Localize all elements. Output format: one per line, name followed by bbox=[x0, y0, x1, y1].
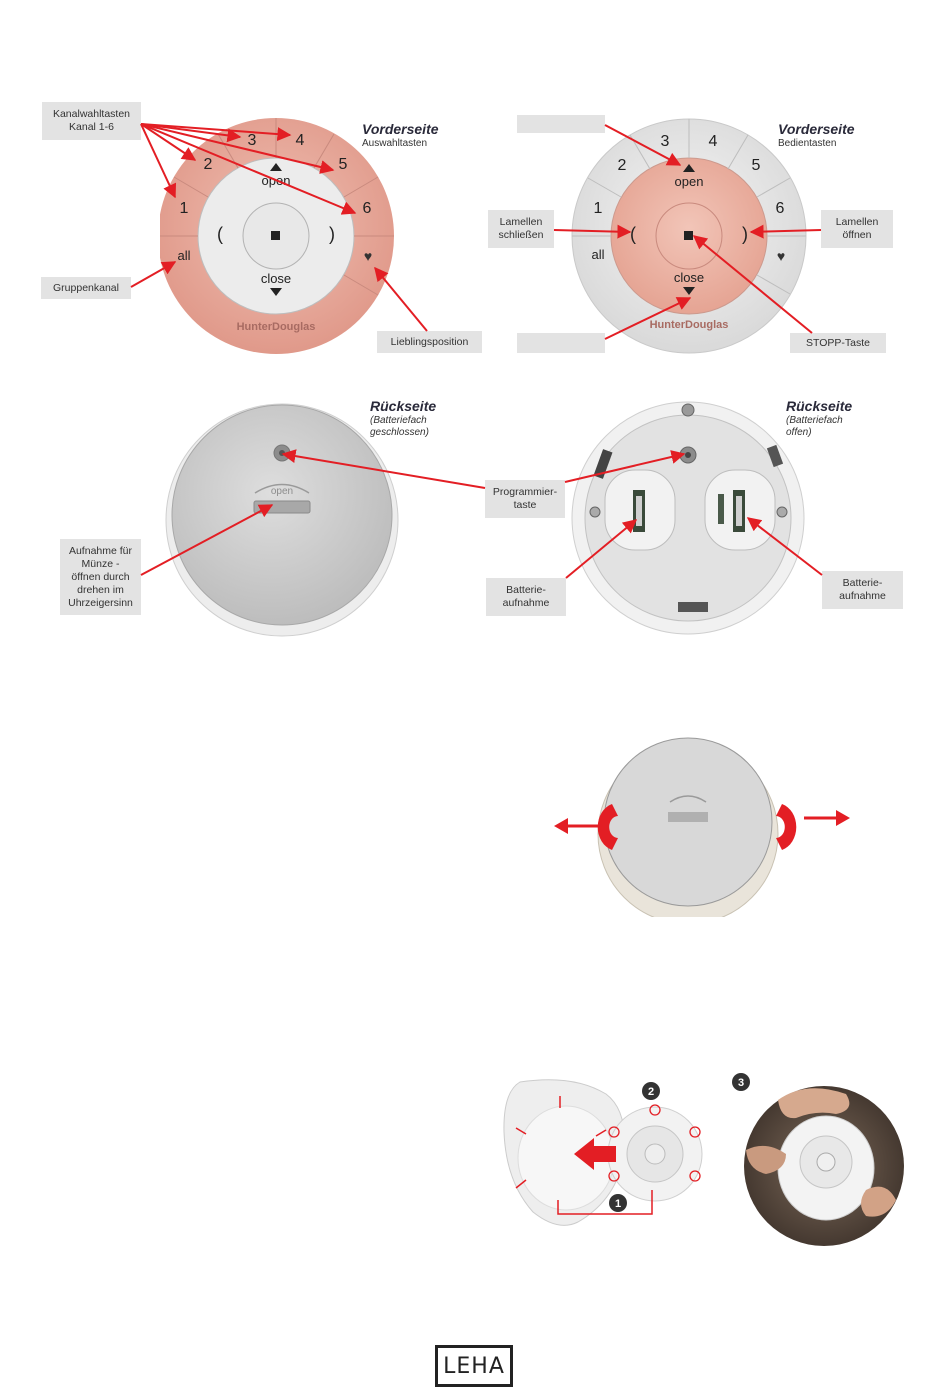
logo-text: LEHA bbox=[443, 1353, 505, 1379]
favorite-position-label: Lieblingsposition bbox=[377, 331, 482, 353]
channel-3-label: 3 bbox=[660, 133, 670, 150]
open-mark-label: open bbox=[270, 486, 294, 497]
front-control-title: Vorderseite bbox=[778, 121, 855, 137]
close-slats-label: Lamellen schließen bbox=[488, 210, 554, 248]
coin-slot-label: Aufnahme für Münze - öffnen durch drehen im Uhrzeigersinn bbox=[60, 539, 141, 615]
channel-6-label: 6 bbox=[775, 200, 785, 217]
channel-2-label: 2 bbox=[617, 157, 627, 174]
open-slats-label: Lamellen öffnen bbox=[821, 210, 893, 248]
step-3-photo bbox=[726, 1070, 906, 1250]
step-1-number: 1 bbox=[614, 1198, 622, 1210]
back-closed-title: Rückseite bbox=[370, 398, 437, 414]
channel-6-label: 6 bbox=[362, 200, 372, 217]
close-label: close bbox=[260, 271, 292, 286]
wall-holder-illustration bbox=[498, 1072, 710, 1252]
channel-1-label: 1 bbox=[593, 200, 603, 217]
front-selector-subtitle: Auswahltasten bbox=[362, 138, 428, 149]
group-channel-label: Gruppenkanal bbox=[41, 277, 131, 299]
tilt-open-icon: ) bbox=[742, 224, 748, 244]
program-button-label: Programmier- taste bbox=[485, 480, 565, 518]
arrow-left-icon bbox=[554, 818, 568, 834]
back-open-title: Rückseite bbox=[786, 398, 853, 414]
close-label: close bbox=[673, 270, 705, 285]
channel-5-label: 5 bbox=[338, 156, 348, 173]
all-label: all bbox=[591, 247, 605, 262]
leha-logo bbox=[435, 1345, 513, 1387]
tilt-open-icon: ) bbox=[329, 224, 335, 244]
annotation-arrows bbox=[0, 0, 950, 660]
heart-icon: ♥ bbox=[776, 248, 786, 264]
brand-label: HunterDouglas bbox=[236, 321, 316, 333]
battery-right-label: Batterie- aufnahme bbox=[822, 571, 903, 609]
battery-left-label: Batterie- aufnahme bbox=[486, 578, 566, 616]
open-label: open bbox=[261, 173, 291, 188]
tilt-close-icon: ( bbox=[217, 224, 223, 244]
channel-4-label: 4 bbox=[295, 132, 305, 149]
open-label: open bbox=[674, 174, 704, 189]
brand-label: HunterDouglas bbox=[649, 319, 729, 331]
back-open-subtitle: (Batteriefach offen) bbox=[786, 415, 843, 438]
step-3-number: 3 bbox=[737, 1077, 745, 1089]
arrow-right-icon bbox=[836, 810, 850, 826]
back-closed-subtitle: (Batteriefach geschlossen) bbox=[370, 415, 429, 438]
heart-icon: ♥ bbox=[363, 248, 373, 264]
tilt-close-icon: ( bbox=[630, 224, 636, 244]
channel-4-label: 4 bbox=[708, 133, 718, 150]
channel-5-label: 5 bbox=[751, 157, 761, 174]
front-control-subtitle: Bedientasten bbox=[778, 138, 837, 149]
all-label: all bbox=[177, 248, 191, 263]
right-release-clip bbox=[776, 804, 796, 850]
step-2-number: 2 bbox=[647, 1086, 655, 1098]
cover-removal-illustration bbox=[550, 722, 860, 917]
channel-buttons-label: Kanalwahltasten Kanal 1-6 bbox=[42, 102, 141, 140]
channel-1-label: 1 bbox=[179, 200, 189, 217]
channel-3-label: 3 bbox=[247, 132, 257, 149]
channel-2-label: 2 bbox=[203, 156, 213, 173]
stop-button-label: STOPP-Taste bbox=[790, 333, 886, 353]
front-selector-title: Vorderseite bbox=[362, 121, 439, 137]
